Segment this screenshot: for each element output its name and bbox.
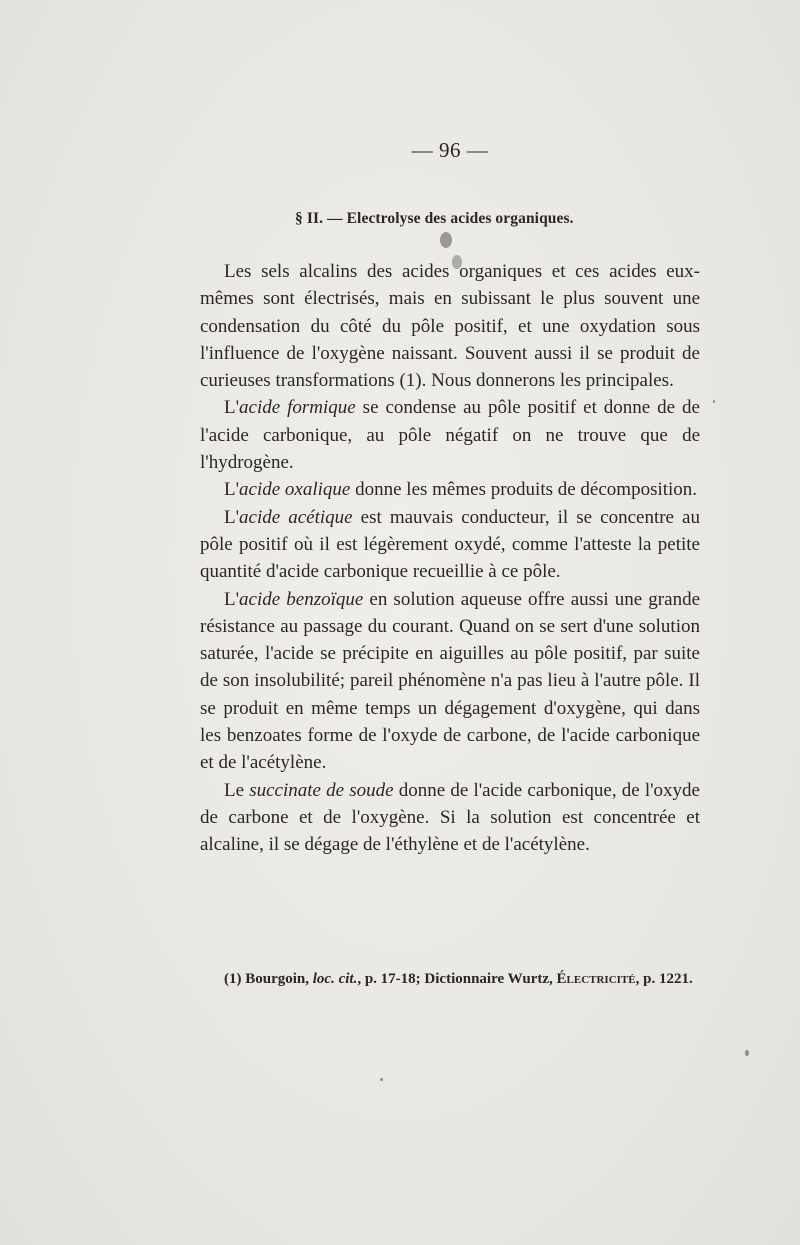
ink-blot: [440, 232, 452, 248]
paragraph-prefix: L': [224, 397, 240, 419]
page-number: — 96 —: [411, 138, 489, 162]
paragraph-prefix: L': [224, 479, 240, 501]
ink-speck: [713, 400, 715, 403]
paragraph-acide-acetique: [200, 504, 700, 586]
term-succinate-de-soude: succinate de soude: [249, 779, 394, 801]
paragraph-rest: est mauvais conducteur, il se concentre au pôle positif où il est légèrement oxydé, comme l'atteste la petite quantité d'acide carbonique recueillie à ce pôle.: [200, 506, 700, 583]
paragraph-rest: donne de l'acide carbonique, de l'oxyde de carbone et de l'oxygène. Si la solution est concentrée et alcaline, il se dégage de l'éthylène et de l'acétylène.: [200, 779, 700, 856]
paragraph-succinate-de-soude: [200, 777, 700, 859]
ink-speck: [380, 1078, 383, 1081]
term-acide-benzoique: acide benzoïque: [239, 588, 364, 610]
term-acide-acetique: acide acétique: [239, 506, 353, 528]
paragraph-acide-benzoique: [200, 586, 700, 777]
section-heading: § II. — Electrolyse des acides organiques.: [295, 210, 574, 227]
footnote: [200, 968, 700, 990]
paragraph-rest: se condense au pôle positif et donne de de l'acide carbonique, au pôle négatif on ne trouve que de l'hydrogène.: [200, 397, 700, 474]
footnote-marker: (1): [224, 971, 246, 987]
term-acide-oxalique: acide oxalique: [239, 479, 351, 501]
footnote-author: Bourgoin,: [245, 971, 313, 987]
body-text: [200, 258, 700, 859]
footnote-entry: Électricité: [556, 971, 636, 987]
footnote-reference: loc. cit.: [312, 971, 358, 987]
paragraph-rest: donne les mêmes produits de décomposition.: [350, 479, 698, 501]
ink-blot: [452, 255, 462, 269]
paragraph-rest: en solution aqueuse offre aussi une grande résistance au passage du courant. Quand on se sert d'une solution saturée, l'acide se précipite en aiguilles au pôle positif, par suite de son insolubilité; pareil phénomène n'a pas lieu à l'autre pôle. Il se produit en même temps un dégagement d'oxygène, qui dans les benzoates forme de l'oxyde de carbone, de l'acide carbonique et de l'acétylène.: [200, 588, 700, 774]
paragraph-intro: Les sels alcalins des acides organiques et ces acides eux-mêmes sont électrisés, mais en subissant le plus souvent une condensation du côté du pôle positif, et une oxydation sous l'influence de l'oxygène naissant. Souvent aussi il se produit de curieuses transformations (1). Nous donnerons les principales.: [200, 261, 700, 392]
paragraph-prefix: L': [224, 506, 240, 528]
paragraph-acide-formique: [200, 394, 700, 476]
term-acide-formique: acide formique: [239, 397, 356, 419]
ink-speck: [745, 1050, 749, 1056]
paragraph-prefix: L': [224, 588, 240, 610]
footnote-text: [200, 968, 700, 990]
footnote-pages: , p. 17-18; Dictionnaire Wurtz,: [357, 971, 557, 987]
paragraph-prefix: Le: [224, 779, 250, 801]
paragraph-acide-oxalique: [200, 476, 700, 503]
footnote-tail: , p. 1221.: [635, 971, 693, 987]
